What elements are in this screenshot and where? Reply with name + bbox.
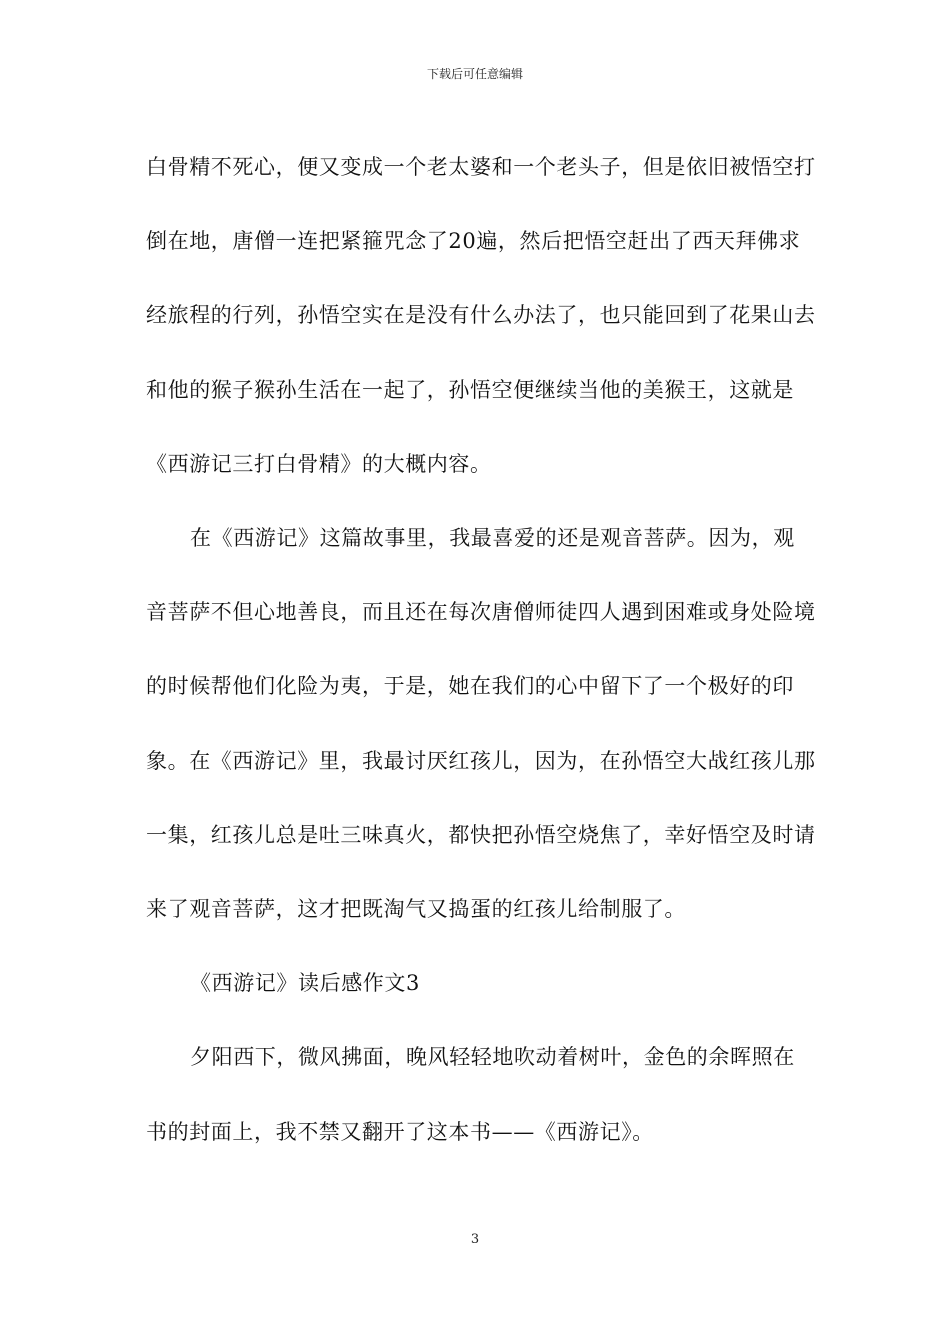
paragraph-story-summary: 白骨精不死心，便又变成一个老太婆和一个老头子，但是依旧被悟空打倒在地，唐僧一连把紧箍咒念了20遍，然后把悟空赶出了西天拜佛求经旅程的行列，孙悟空实在是没有什么办法了，也只能回到了花果山去和他的猴子猴孙生活在一起了，孙悟空便继续当他的美猴王，这就是《西游记三打白骨精》的大概内容。 — [146, 155, 816, 476]
page-header: 下载后可任意编辑 — [426, 67, 523, 81]
document-body — [146, 130, 816, 1169]
page-number: 3 — [470, 1232, 480, 1247]
paragraph-favorite-character: 在《西游记》这篇故事里，我最喜爱的还是观音菩萨。因为，观音菩萨不但心地善良，而且还在每次唐僧师徒四人遇到困难或身处险境的时候帮他们化险为夷，于是，她在我们的心中留下了一个极好的印象。在《西游记》里，我最讨厌红孩儿，因为，在孙悟空大战红孩儿那一集，红孩儿总是吐三味真火，都快把孙悟空烧焦了，幸好悟空及时请来了观音菩萨，这才把既淘气又捣蛋的红孩儿给制服了。 — [146, 526, 816, 922]
section-title: 《西游记》读后感作文3 — [190, 971, 420, 996]
paragraph-sunset-intro: 夕阳西下，微风拂面，晚风轻轻地吹动着树叶，金色的余晖照在书的封面上，我不禁又翻开了这本书——《西游记》。 — [146, 1045, 795, 1144]
